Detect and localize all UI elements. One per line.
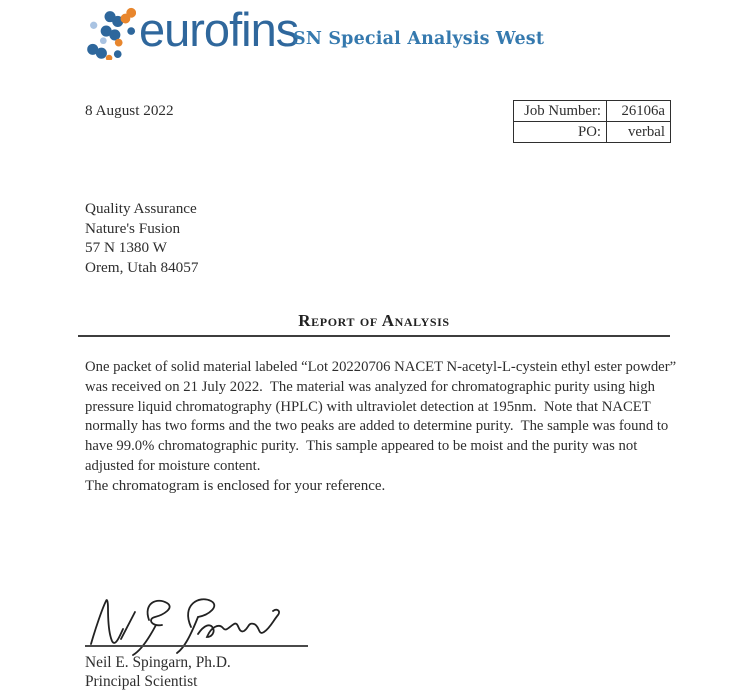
report-body: One packet of solid material labeled “Lot 20220706 NACET N-acetyl-L-cystein ethyl ester powder” was received on 21 July 2022. The material was analyzed for chromatographic purity using high pressure liquid chromatography (HPLC) with ultraviolet detection at 195nm. Note that NACET normally has two forms and the two peaks are added to determine purity. The sample was found to have 99.0% chromatographic purity. This sample appeared to be moist and the purity was not adjusted for moisture content. bbox=[85, 359, 680, 474]
recipient-line: Nature's Fusion bbox=[85, 219, 181, 237]
job-info-table bbox=[513, 100, 671, 143]
brand-wordmark: eurofins bbox=[139, 3, 299, 56]
job-number-value: 26106a bbox=[606, 101, 670, 121]
report-date: 8 August 2022 bbox=[85, 102, 174, 119]
division-name: SN Special Analysis West bbox=[293, 29, 545, 49]
report-title: Report of Analysis bbox=[298, 311, 450, 330]
po-label: PO: bbox=[514, 121, 606, 142]
recipient-address bbox=[85, 199, 198, 277]
signature-line bbox=[85, 645, 308, 647]
recipient-line: Orem, Utah 84057 bbox=[85, 258, 199, 276]
enclosure-note: The chromatogram is enclosed for your reference. bbox=[85, 478, 386, 494]
po-value: verbal bbox=[606, 121, 670, 142]
signer-name: Neil E. Spingarn, Ph.D. bbox=[85, 654, 231, 671]
signer-title: Principal Scientist bbox=[85, 673, 198, 690]
recipient-line: 57 N 1380 W bbox=[85, 239, 167, 256]
title-rule bbox=[78, 335, 670, 337]
job-number-label: Job Number: bbox=[524, 103, 601, 119]
signature-image bbox=[85, 594, 285, 660]
eurofins-logo-icon bbox=[86, 6, 136, 60]
recipient-line: Quality Assurance bbox=[85, 200, 197, 217]
